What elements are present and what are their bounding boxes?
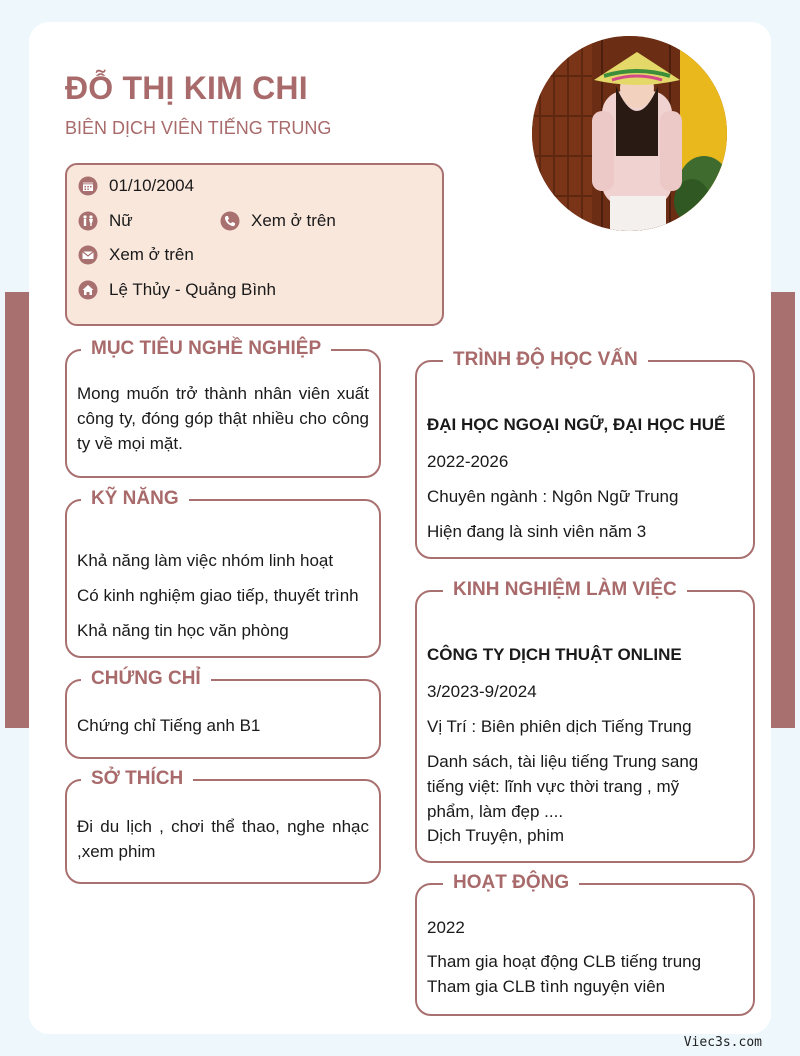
- candidate-name: ĐỖ THỊ KIM CHI: [65, 70, 308, 106]
- experience-section: [415, 579, 755, 863]
- phone-row: [219, 210, 336, 232]
- address-text: Lệ Thủy - Quảng Bình: [109, 280, 276, 299]
- education-section: [415, 349, 755, 559]
- skills-section: [65, 488, 381, 658]
- objective-section: [65, 338, 381, 478]
- phone-icon: [219, 210, 241, 232]
- activities-section: [415, 872, 755, 1016]
- calendar-icon: [77, 175, 99, 197]
- activity-item: Tham gia CLB tình nguyện viên: [427, 977, 666, 996]
- gender-row: [77, 210, 133, 232]
- education-title: TRÌNH ĐỘ HỌC VẤN: [443, 348, 648, 372]
- experience-description: Danh sách, tài liệu tiếng Trung sang tiếng việt: lĩnh vực thời trang , mỹ phẩm, làm đẹp ....: [427, 752, 699, 821]
- education-major: Chuyên ngành : Ngôn Ngữ Trung: [427, 487, 679, 506]
- hobbies-section: [65, 768, 381, 884]
- experience-period: 3/2023-9/2024: [427, 682, 537, 701]
- education-school: ĐẠI HỌC NGOẠI NGỮ, ĐẠI HỌC HUẾ: [427, 415, 726, 434]
- left-accent-bar: [5, 292, 29, 728]
- skill-item: Khả năng tin học văn phòng: [77, 621, 289, 640]
- certificates-section: [65, 668, 381, 759]
- education-period: 2022-2026: [427, 452, 509, 471]
- experience-description-2: Dịch Truyện, phim: [427, 826, 564, 845]
- email-row: [77, 244, 194, 266]
- activities-year: 2022: [427, 918, 465, 937]
- experience-title: KINH NGHIỆM LÀM VIỆC: [443, 578, 687, 602]
- experience-position: Vị Trí : Biên phiên dịch Tiếng Trung: [427, 717, 692, 736]
- objective-text: Mong muốn trở thành nhân viên xuất công ty, đóng góp thật nhiều cho công ty về mọi mặt.: [77, 384, 369, 453]
- skill-item: Khả năng làm việc nhóm linh hoạt: [77, 551, 334, 570]
- skill-item: Có kinh nghiệm giao tiếp, thuyết trình: [77, 586, 359, 605]
- address-row: [77, 279, 276, 301]
- phone-text: Xem ở trên: [251, 211, 336, 230]
- activity-item: Tham gia hoạt động CLB tiếng trung: [427, 952, 702, 971]
- experience-company: CÔNG TY DỊCH THUẬT ONLINE: [427, 645, 682, 664]
- home-icon: [77, 279, 99, 301]
- education-status: Hiện đang là sinh viên năm 3: [427, 522, 647, 541]
- gender-icon: [77, 210, 99, 232]
- watermark: Viec3s.com: [683, 1035, 762, 1050]
- hobbies-text: Đi du lịch , chơi thể thao, nghe nhạc ,xem phim: [77, 817, 369, 861]
- mail-icon: [77, 244, 99, 266]
- job-title: BIÊN DỊCH VIÊN TIẾNG TRUNG: [65, 118, 332, 138]
- objective-title: MỤC TIÊU NGHỀ NGHIỆP: [81, 337, 331, 361]
- gender-text: Nữ: [109, 211, 133, 230]
- activities-title: HOẠT ĐỘNG: [443, 871, 579, 895]
- right-accent-bar: [771, 292, 795, 728]
- profile-photo: [532, 36, 727, 231]
- certificate-item: Chứng chỉ Tiếng anh B1: [77, 716, 261, 735]
- birthdate-text: 01/10/2004: [109, 176, 195, 195]
- skills-title: KỸ NĂNG: [81, 487, 189, 511]
- hobbies-title: SỞ THÍCH: [81, 767, 193, 791]
- certificates-title: CHỨNG CHỈ: [81, 667, 211, 691]
- email-text: Xem ở trên: [109, 245, 194, 264]
- birthdate-row: [77, 175, 194, 197]
